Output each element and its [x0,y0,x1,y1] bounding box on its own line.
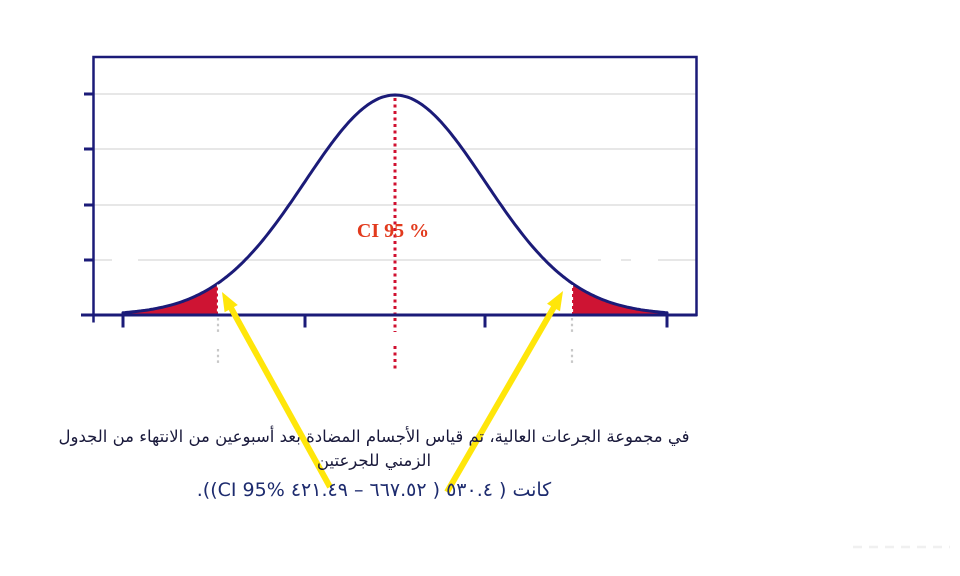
right-arrow-head-icon [547,291,563,311]
caption-line-2: الزمني للجرعتين [316,451,432,470]
caption-line-3: كانت ( ٥٣٠.٤ ( ٦٦٧.٥٢ – ٤٢١.٤٩ CI 95%)). [196,479,552,501]
plot-frame [81,57,697,328]
ci-95-label: CI 95 % [356,220,430,242]
caption-line-1: في مجموعة الجرعات العالية، تم قياس الأجسام المضادة بعد أسبوعين من الانتهاء من الجدول [58,427,690,446]
left-arrow-head-icon [222,292,238,312]
caption-block [58,424,690,505]
